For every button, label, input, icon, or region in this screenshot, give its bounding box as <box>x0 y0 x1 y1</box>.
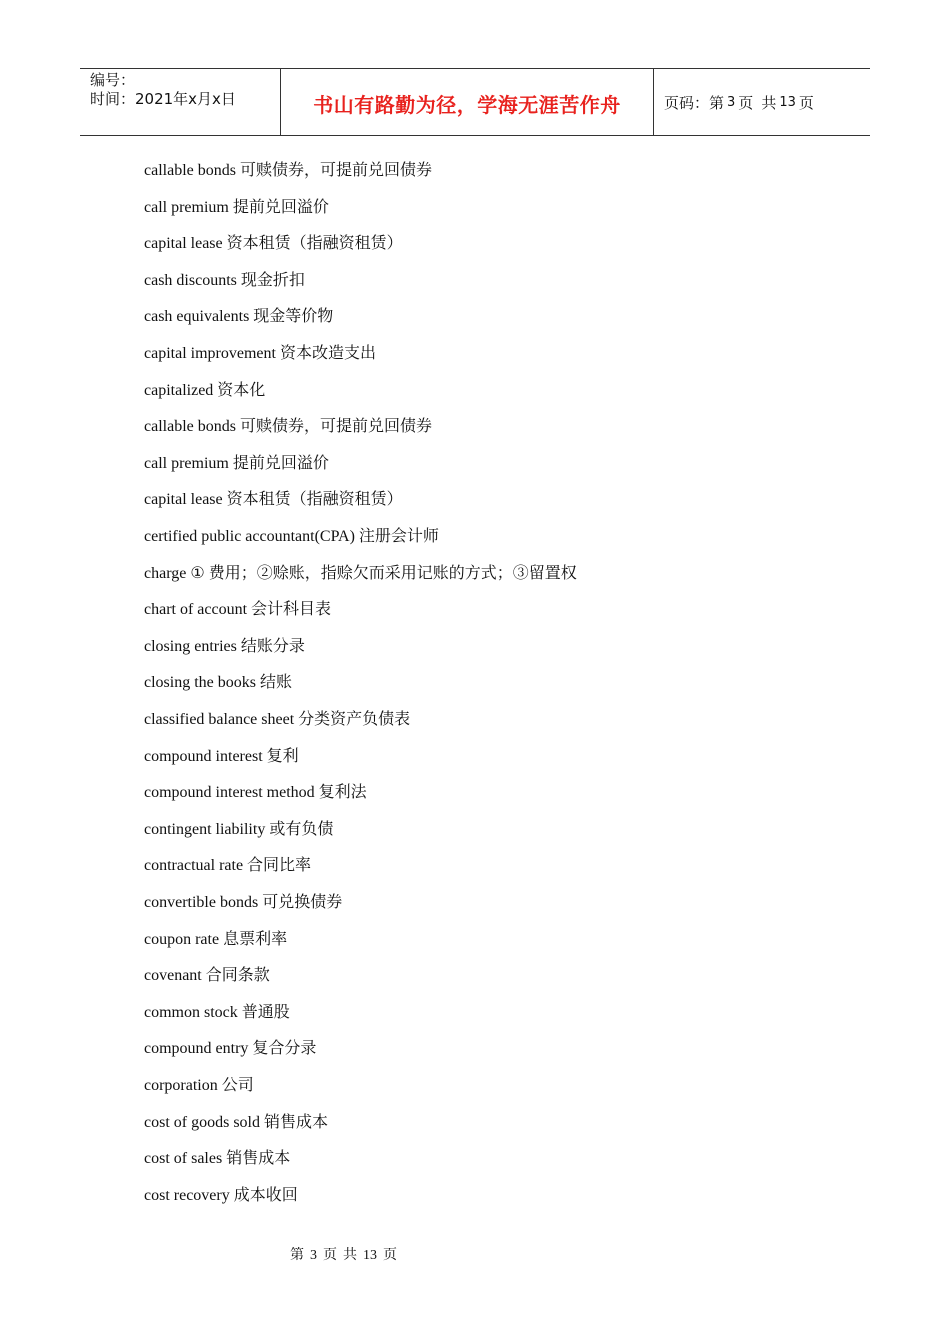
glossary-entry: contingent liability 或有负债 <box>144 820 334 838</box>
header-page-prefix: 页码：第 <box>664 93 725 112</box>
footer-page-mid: 页 <box>323 1248 337 1263</box>
header-meta <box>80 69 281 135</box>
header-page-current: 3 <box>727 94 736 110</box>
glossary-entry: cost of sales 销售成本 <box>144 1150 291 1168</box>
footer-page-prefix: 第 <box>290 1248 304 1263</box>
glossary-entry: classified balance sheet 分类资产负债表 <box>144 711 411 728</box>
header-motto-cell <box>281 69 654 135</box>
page-header <box>80 68 870 136</box>
glossary-entry: certified public accountant(CPA) 注册会计师 <box>144 528 439 545</box>
header-page-mid: 页 <box>738 93 754 112</box>
time-label: 时间：2021年x月x日 <box>90 90 236 108</box>
glossary-entry: capital improvement 资本改造支出 <box>144 345 376 362</box>
glossary-entry: callable bonds 可赎债券，可提前兑回债券 <box>144 418 432 436</box>
glossary-entry: capital lease 资本租赁（指融资租赁） <box>144 491 403 509</box>
glossary-entry: coupon rate 息票利率 <box>144 930 288 948</box>
glossary-entry: capitalized 资本化 <box>144 381 266 399</box>
glossary-entry: covenant 合同条款 <box>144 967 270 985</box>
page-footer <box>0 1244 950 1264</box>
header-total-prefix: 共 <box>761 93 777 112</box>
glossary-entry: call premium 提前兑回溢价 <box>144 454 329 472</box>
footer-total-suffix: 页 <box>383 1248 397 1263</box>
header-total-suffix: 页 <box>798 93 814 112</box>
glossary-entry: closing entries 结账分录 <box>144 637 305 655</box>
glossary-entry: cash equivalents 现金等价物 <box>144 308 334 326</box>
glossary-entry: charge ① 费用；②赊账，指赊欠而采用记账的方式；③留置权 <box>144 564 577 582</box>
glossary-entry: common stock 普通股 <box>144 1003 290 1021</box>
header-page-total: 13 <box>779 94 796 110</box>
glossary-entry: cost of goods sold 销售成本 <box>144 1113 329 1131</box>
glossary-entry: corporation 公司 <box>144 1077 254 1094</box>
code-label: 编号： <box>90 71 136 89</box>
glossary-entry: compound entry 复合分录 <box>144 1040 317 1058</box>
glossary-entry: compound interest method 复利法 <box>144 784 367 802</box>
footer-total-prefix: 共 <box>343 1248 357 1263</box>
footer-page-current: 3 <box>310 1248 317 1263</box>
glossary-entry: callable bonds 可赎债券，可提前兑回债券 <box>144 162 432 179</box>
header-motto: 书山有路勤为径，学海无涯苦作舟 <box>313 92 621 117</box>
glossary-entry: compound interest 复利 <box>144 747 299 765</box>
glossary-entry: cost recovery 成本收回 <box>144 1186 298 1204</box>
glossary-entry: capital lease 资本租赁（指融资租赁） <box>144 235 403 253</box>
glossary-entry: chart of account 会计科目表 <box>144 601 332 619</box>
glossary-entry: call premium 提前兑回溢价 <box>144 198 329 216</box>
glossary-entry: cash discounts 现金折扣 <box>144 271 305 289</box>
glossary-entry: convertible bonds 可兑换债券 <box>144 894 343 911</box>
footer-page-total: 13 <box>363 1248 377 1263</box>
glossary-entry: contractual rate 合同比率 <box>144 857 312 875</box>
header-page-info <box>654 69 870 135</box>
glossary-entry: closing the books 结账 <box>144 674 292 692</box>
